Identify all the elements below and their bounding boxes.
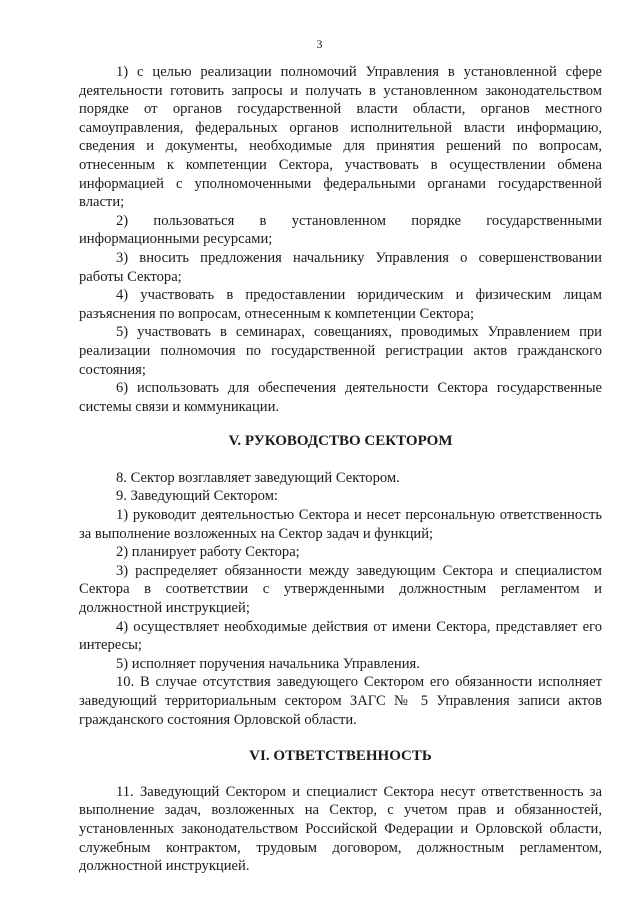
rights-item-6: 6) использовать для обеспечения деятельности Сектора государственные системы связи и коммуникации. [79, 380, 602, 415]
clause-9-item-3: 3) распределяет обязанности между заведующим Сектора и специалистом Сектора в соответствии с утвержденными должностным регламентом и должностной инструкцией; [79, 562, 602, 617]
clause-8: 8. Сектор возглавляет заведующий Сектором. [116, 469, 400, 486]
clause-11: 11. Заведующий Сектором и специалист Сектора несут ответственность за выполнение задач, возложенных на Сектор, с учетом прав и обязанностей, установленных законодательством Российской Федерации и Орловской области, служебным контрактом, трудовым договором, должностным регламентом, должностной инструкцией. [79, 783, 602, 875]
clause-9-item-5: 5) исполняет поручения начальника Управления. [116, 655, 420, 672]
page-number: 3 [316, 37, 323, 51]
rights-item-1: 1) с целью реализации полномочий Управления в установленной сфере деятельности готовить запросы и получать в установленном законодательством порядке от органов государственной власти области, органов местного самоуправления, федеральных органов исполнительной власти информацию, сведения и документы, необходимые для принятия решений по вопросам, отнесенным к компетенции Сектора, участвовать в осуществлении обмена информацией с уполномоченными федеральными органами государственной власти; [79, 64, 602, 211]
clause-9-item-2: 2) планирует работу Сектора; [116, 544, 300, 561]
clause-9: 9. Заведующий Сектором: [116, 488, 278, 505]
clause-9-item-4: 4) осуществляет необходимые действия от имени Сектора, представляет его интересы; [79, 618, 602, 654]
rights-item-5: 5) участвовать в семинарах, совещаниях, проводимых Управлением при реализации полномочия по государственной регистрации актов гражданского состояния; [79, 324, 602, 378]
rights-item-3: 3) вносить предложения начальнику Управления о совершенствовании работы Сектора; [79, 249, 602, 285]
section-heading-responsibility: VI. ОТВЕТСТВЕННОСТЬ [249, 748, 432, 765]
rights-item-4: 4) участвовать в предоставлении юридическим и физическим лицам разъяснения по вопросам, отнесенным к компетенции Сектора; [79, 287, 602, 322]
section-heading-management: V. РУКОВОДСТВО СЕКТОРОМ [228, 433, 453, 450]
clause-9-item-1: 1) руководит деятельностью Сектора и несет персональную ответственность за выполнение возложенных на Сектор задач и функций; [79, 507, 602, 542]
document-body [79, 63, 602, 876]
rights-item-2: 2) пользоваться в установленном порядке государственными информационными ресурсами; [79, 212, 602, 248]
clause-10: 10. В случае отсутствия заведующего Сектором его обязанности исполняет заведующий территориальным сектором ЗАГС № 5 Управления записи актов гражданского состояния Орловской области. [79, 674, 602, 728]
